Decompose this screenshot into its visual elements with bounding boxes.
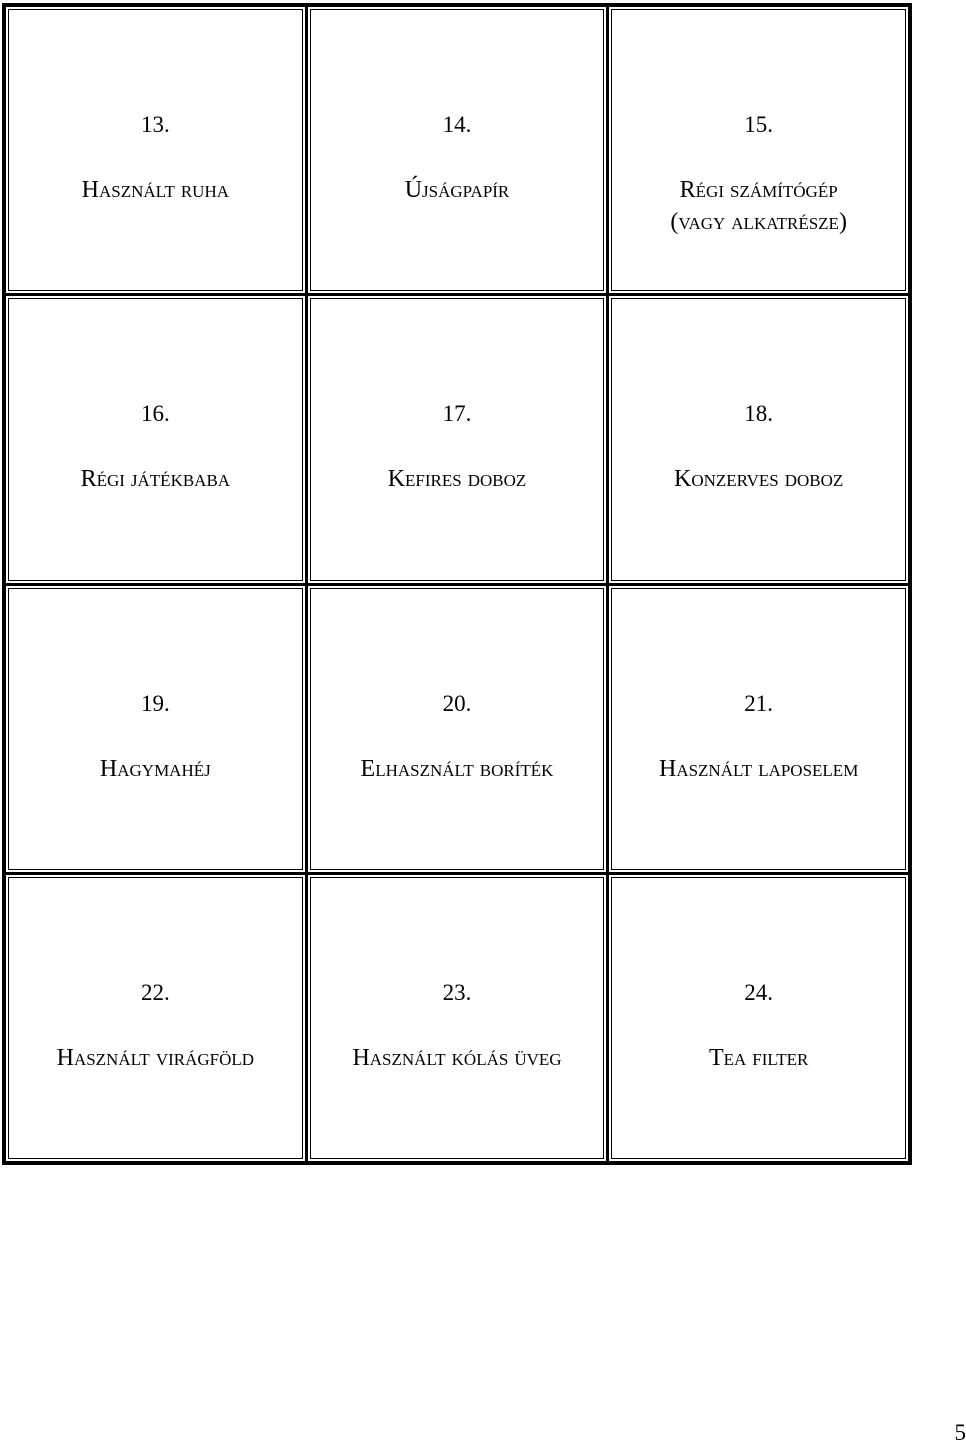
card-number: 16. <box>140 401 170 427</box>
card-number: 21. <box>744 690 774 716</box>
page-number: 5 <box>954 1420 966 1445</box>
card-number: 23. <box>442 979 472 1005</box>
card-grid <box>2 3 912 1165</box>
card-23 <box>307 874 608 1162</box>
card-14 <box>307 6 608 294</box>
card-13 <box>5 6 306 294</box>
card-number: 14. <box>442 112 472 137</box>
card-label: Kefires doboz <box>387 466 527 493</box>
card-number: 22. <box>140 979 170 1005</box>
card-15 <box>608 6 909 294</box>
card-label: Régi számítógép (vagy alkatrésze) <box>670 177 847 235</box>
card-22 <box>5 874 306 1162</box>
card-number: 13. <box>140 112 170 137</box>
card-number: 18. <box>744 401 774 427</box>
card-label: Újságpapír <box>404 177 510 203</box>
card-18 <box>608 295 909 583</box>
card-number: 20. <box>442 690 472 716</box>
card-label: Konzerves doboz <box>674 466 844 493</box>
card-number: 17. <box>442 401 472 427</box>
card-label: Használt ruha <box>81 177 230 203</box>
card-label: Használt kólás üveg <box>352 1044 562 1071</box>
card-label: Használt virágföld <box>56 1044 255 1071</box>
card-16 <box>5 295 306 583</box>
card-number: 19. <box>140 690 170 716</box>
card-label: Régi játékbaba <box>80 466 231 493</box>
card-20 <box>307 585 608 873</box>
card-24 <box>608 874 909 1162</box>
card-number: 24. <box>744 979 774 1005</box>
card-label: Elhasznált boríték <box>360 755 554 782</box>
card-label: Tea filter <box>708 1044 809 1071</box>
card-number: 15. <box>744 112 774 137</box>
card-19 <box>5 585 306 873</box>
card-21 <box>608 585 909 873</box>
card-17 <box>307 295 608 583</box>
card-label: Hagymahéj <box>99 755 211 782</box>
card-label: Használt laposelem <box>658 755 859 782</box>
